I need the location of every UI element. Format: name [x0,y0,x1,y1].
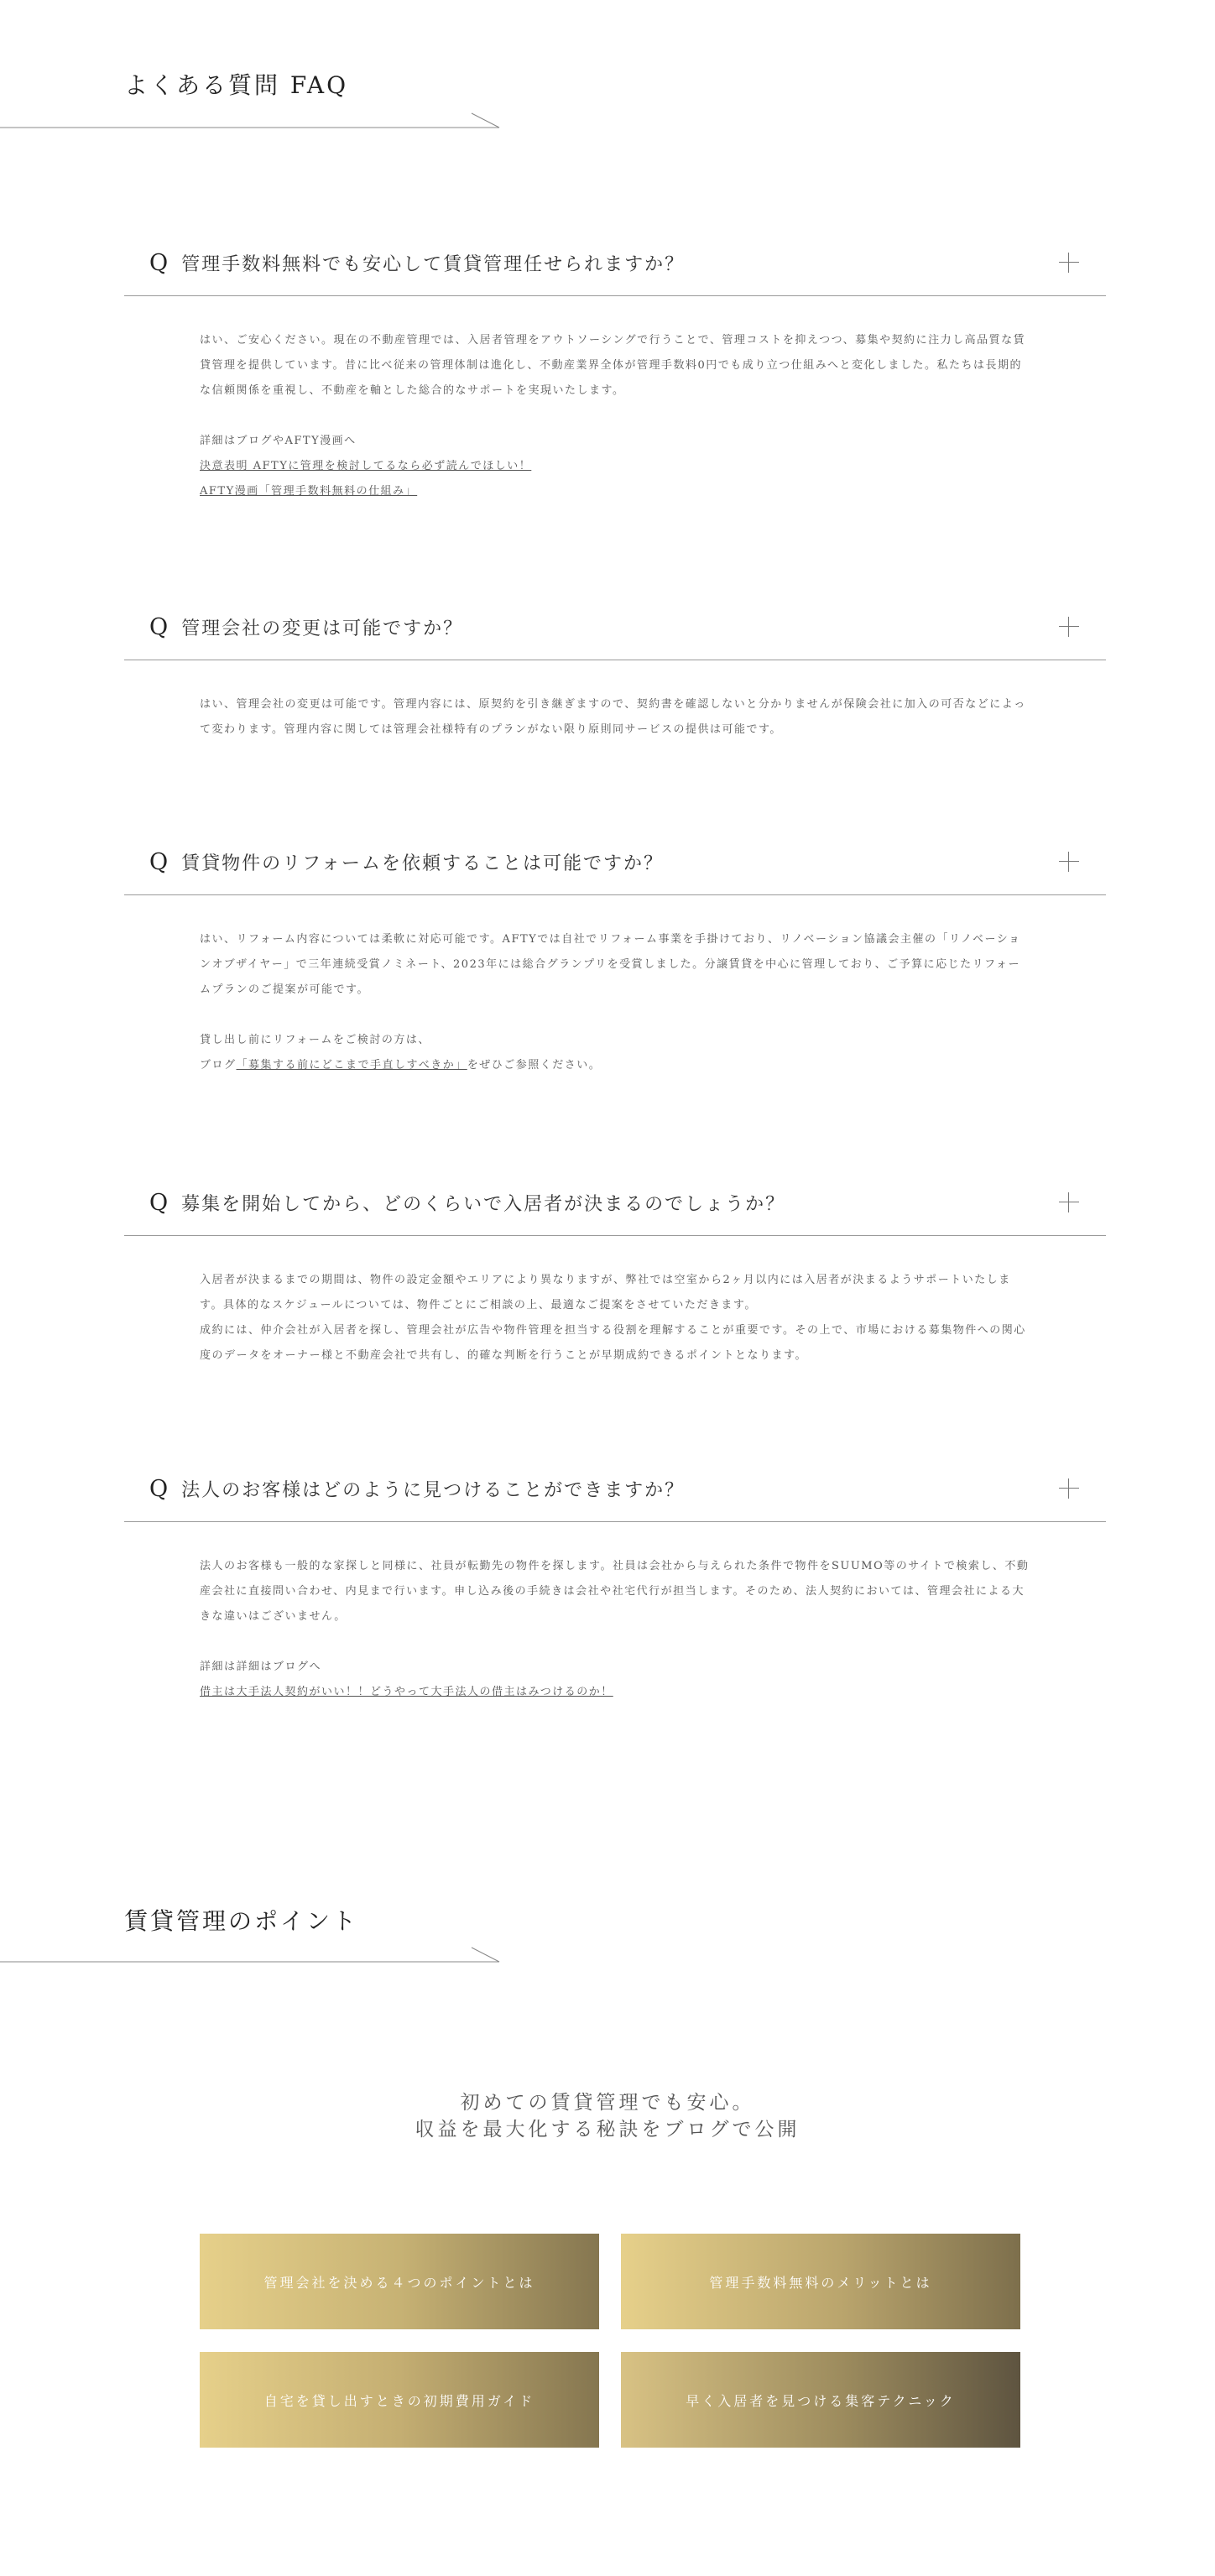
faq-item-tenant-period [124,1170,1106,1369]
faq-question-row[interactable] [124,829,1106,895]
point-button-marketing[interactable]: 早く入居者を見つける集客テクニック [621,2352,1020,2448]
answer-paragraph: はい、リフォーム内容については柔軟に対応可能です。AFTYでは自社でリフォーム事業を手掛けており、リノベーション協議会主催の「リノベーションオブザイヤー」で三年連続受賞ノミネート、2023年には総合グランプリを受賞しました。分譲賃貸を中心に管理しており、ご予算に応じたリフォームプランのご提案が可能です。 [200,933,1021,996]
answer-paragraph: はい、ご安心ください。現在の不動産管理では、入居者管理をアウトソーシングで行うことで、管理コストを抑えつつ、募集や契約に注力し高品質な賃貸管理を提供しています。昔に比べ従来の管理体制は進化し、不動産業界全体が管理手数料0円でも成り立つ仕組みへと変化しました。私たちは長期的な信頼関係を重視し、不動産を軸とした総合的なサポートを実現いたします。 [200,334,1026,397]
blog-link-corporate[interactable]: 借主は大手法人契約がいい！！どうやって大手法人の借主はみつけるのか！ [200,1686,613,1698]
blog-link-policy[interactable]: 決意表明 AFTYに管理を検討してるなら必ず読んでほしい！ [200,460,532,472]
faq-answer [124,1522,1106,1705]
manga-link-fee[interactable]: AFTY漫画「管理手数料無料の仕組み」 [200,485,418,498]
detail-label: 詳細はブログやAFTY漫画へ [200,435,357,447]
faq-question-text: 管理手数料無料でも安心して賃貸管理任せられますか？ [181,253,686,275]
faq-answer [124,895,1106,1078]
faq-question-row[interactable] [124,594,1106,660]
faq-question-row[interactable] [124,1456,1106,1522]
faq-answer [124,296,1106,504]
blog-link-repair[interactable]: 「募集する前にどこまで手直しすべきか」 [236,1059,467,1072]
detail-label: 詳細は詳細はブログへ [200,1661,322,1673]
answer-paragraph: 入居者が決まるまでの期間は、物件の設定金額やエリアにより異なりますが、弊社では空室から2ヶ月以内には入居者が決まるようサポートいたします。具体的なスケジュールについては、物件ごとにご相談の上、最適なご提案をさせていただきます。 [200,1274,1011,1311]
expand-plus-icon[interactable] [1059,617,1079,637]
faq-question-row[interactable] [124,230,1106,296]
point-button-choose-company[interactable]: 管理会社を決める４つのポイントとは [200,2234,599,2329]
answer-paragraph: はい、管理会社の変更は可能です。管理内容には、原契約を引き継ぎますので、契約書を確認しないと分かりませんが保険会社に加入の可否などによって変わります。管理内容に関しては管理会社様特有のプランがない限り原則同サービスの提供は可能です。 [200,698,1026,736]
expand-plus-icon[interactable] [1059,1192,1079,1212]
expand-plus-icon[interactable] [1059,852,1079,872]
faq-item-change-company [124,594,1106,743]
points-lead-copy [0,2089,1215,2143]
blog-suffix: をぜひご参照ください。 [467,1059,602,1072]
faq-answer [124,660,1106,743]
q-mark: Q [149,1189,169,1216]
points-copy-line2: 収益を最大化する秘訣をブログで公開 [415,2119,800,2141]
q-mark: Q [149,848,169,875]
q-mark: Q [149,613,169,640]
blog-prefix: ブログ [200,1059,237,1072]
points-copy-line1: 初めての賃貸管理でも安心。 [460,2092,755,2114]
points-heading-underline [0,1947,503,1967]
point-button-free-fee-merit[interactable]: 管理手数料無料のメリットとは [621,2234,1020,2329]
faq-question-text: 管理会社の変更は可能ですか？ [181,618,464,639]
faq-item-reform [124,829,1106,1078]
faq-question-row[interactable] [124,1170,1106,1236]
faq-heading-underline [0,112,503,133]
faq-question-text: 法人のお客様はどのように見つけることができますか？ [181,1479,686,1501]
faq-item-corporate [124,1456,1106,1705]
faq-question-text: 募集を開始してから、どのくらいで入居者が決まるのでしょうか？ [181,1193,786,1215]
faq-answer [124,1236,1106,1369]
faq-section-title: よくある質問 FAQ [124,71,349,99]
expand-plus-icon[interactable] [1059,253,1079,273]
answer-paragraph: 成約には、仲介会社が入居者を探し、管理会社が広告や物件管理を担当する役割を理解することが重要です。その上で、市場における募集物件への関心度のデータをオーナー様と不動産会社で共有し、的確な判断を行うことが早期成約できるポイントとなります。 [200,1324,1026,1362]
blog-reference-line [200,1053,1030,1078]
point-button-initial-cost[interactable]: 自宅を貸し出すときの初期費用ガイド [200,2352,599,2448]
faq-item-management-fee [124,230,1106,504]
expand-plus-icon[interactable] [1059,1478,1079,1499]
faq-question-text: 賃貸物件のリフォームを依頼することは可能ですか？ [181,853,665,874]
points-section-title: 賃貸管理のポイント [124,1907,359,1935]
answer-paragraph: 法人のお客様も一般的な家探しと同様に、社員が転勤先の物件を探します。社員は会社から与えられた条件で物件をSUUMO等のサイトで検索し、不動産会社に直接問い合わせ、内見まで行います。申し込み後の手続きは会社や社宅代行が担当します。そのため、法人契約においては、管理会社による大きな違いはございません。 [200,1560,1030,1623]
q-mark: Q [149,249,169,276]
q-mark: Q [149,1475,169,1502]
reform-extra-line: 貸し出し前にリフォームをご検討の方は、 [200,1034,430,1046]
